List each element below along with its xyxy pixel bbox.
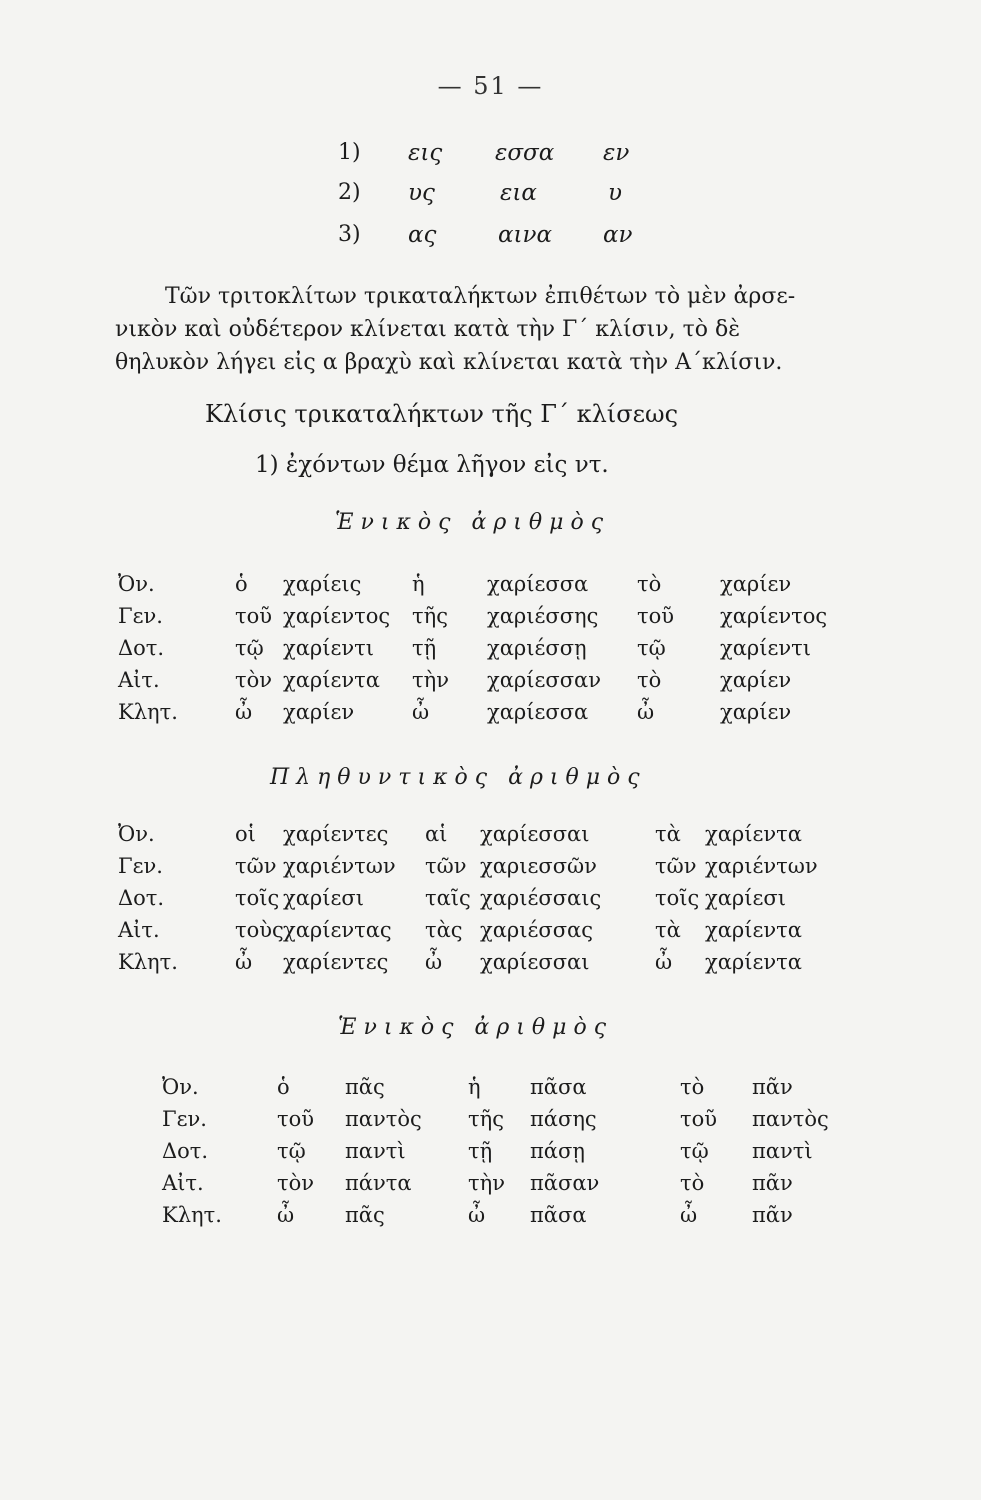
article: ἡ	[412, 572, 425, 596]
case-label: Γεν.	[118, 604, 163, 628]
case-label: Δοτ.	[118, 636, 165, 660]
article: τῶν	[235, 854, 277, 878]
article: τὸ	[680, 1075, 705, 1099]
form: πᾶν	[752, 1203, 793, 1227]
case-label: Δοτ.	[118, 886, 165, 910]
form: χαρίεσι	[283, 886, 364, 910]
form: χαρίεσι	[705, 886, 786, 910]
form: παντὸς	[752, 1107, 829, 1131]
article: τῶν	[425, 854, 467, 878]
ending-masc: ας	[408, 222, 437, 248]
article: τὰ	[655, 918, 681, 942]
form: χαρίεσσα	[487, 572, 589, 596]
paragraph-line: νικὸν καὶ οὐδέτερον κλίνεται κατὰ τὴν Γ΄ κλίσιν, τὸ δὲ	[115, 317, 741, 342]
form: χαριέσσαις	[480, 886, 602, 910]
paragraph-line: θηλυκὸν λήγει εἰς α βραχὺ καὶ κλίνεται κατὰ τὴν Α΄κλίσιν.	[115, 350, 783, 375]
article: τῆς	[468, 1107, 504, 1131]
form: χαριέντων	[705, 854, 818, 878]
article: ὦ	[655, 950, 673, 974]
form: χαριέσσης	[487, 604, 599, 628]
case-label: Αἰτ.	[118, 918, 160, 942]
rule-paragraph	[115, 280, 915, 379]
case-label: Γεν.	[162, 1107, 207, 1131]
form: χαριέσσας	[480, 918, 593, 942]
ending-number: 1)	[338, 140, 361, 165]
form: πάντα	[345, 1171, 412, 1195]
article: τοῦ	[277, 1107, 315, 1131]
form: παντὶ	[752, 1139, 813, 1163]
case-label: Αἰτ.	[118, 668, 160, 692]
article: τὸν	[277, 1171, 315, 1195]
article: τοῦ	[235, 604, 273, 628]
form: χαρίεντες	[283, 950, 389, 974]
form: παντὸς	[345, 1107, 422, 1131]
form: χαριέσσῃ	[487, 636, 587, 660]
article: ὦ	[468, 1203, 486, 1227]
article: τοῦ	[680, 1107, 718, 1131]
ending-neut: αν	[603, 222, 633, 248]
form: χαρίεν	[283, 700, 355, 724]
article: τὴν	[412, 668, 449, 692]
form: χαρίεν	[720, 668, 792, 692]
article: ὁ	[235, 572, 248, 596]
form: χαρίεντες	[283, 822, 389, 846]
form: χαρίεντα	[283, 668, 380, 692]
case-label: Γεν.	[118, 854, 163, 878]
form: χαρίεντι	[720, 636, 811, 660]
form: χαριεσσῶν	[480, 854, 597, 878]
form: χαρίεν	[720, 700, 792, 724]
form: χαρίεντας	[283, 918, 392, 942]
article: τὸ	[637, 668, 662, 692]
form: πᾶσαν	[530, 1171, 600, 1195]
section-subheading: 1) ἐχόντων θέμα λῆγον εἰς ντ.	[255, 452, 609, 478]
ending-masc: εις	[408, 140, 443, 166]
form: χαριέντων	[283, 854, 396, 878]
article: ὦ	[235, 700, 253, 724]
ending-neut: υ	[608, 180, 622, 206]
article: τοῖς	[235, 886, 280, 910]
form: πάσῃ	[530, 1139, 585, 1163]
article: αἱ	[425, 822, 448, 846]
ending-fem: εια	[500, 180, 537, 206]
article: τῶν	[655, 854, 697, 878]
article: τὰ	[655, 822, 681, 846]
article: τῷ	[277, 1139, 306, 1163]
paragraph-line: Τῶν τριτοκλίτων τρικαταλήκτων ἐπιθέτων τὸ μὲν ἀρσε-	[165, 284, 796, 309]
article: ἡ	[468, 1075, 481, 1099]
case-label: Ὀν.	[162, 1075, 199, 1099]
article: τὸ	[637, 572, 662, 596]
case-label: Ὀν.	[118, 822, 155, 846]
form: πᾶν	[752, 1075, 793, 1099]
article: ὁ	[277, 1075, 290, 1099]
form: πᾶσα	[530, 1075, 587, 1099]
ending-neut: εν	[603, 140, 630, 166]
case-label: Αἰτ.	[162, 1171, 204, 1195]
form: χαρίεσσαν	[487, 668, 601, 692]
article: τὴν	[468, 1171, 505, 1195]
form: χαρίεντος	[283, 604, 391, 628]
article: τῆς	[412, 604, 448, 628]
form: χαρίεντα	[705, 918, 802, 942]
article: ταῖς	[425, 886, 471, 910]
form: παντὶ	[345, 1139, 406, 1163]
form: πάσης	[530, 1107, 597, 1131]
form: χαρίεντα	[705, 822, 802, 846]
form: χαρίεσσα	[487, 700, 589, 724]
article: τοῦ	[637, 604, 675, 628]
case-label: Δοτ.	[162, 1139, 209, 1163]
article: τῇ	[468, 1139, 493, 1163]
article: τοὺς	[235, 918, 284, 942]
section-heading: Κλίσις τρικαταλήκτων τῆς Γ΄ κλίσεως	[205, 400, 679, 428]
plural-title: Πληθυντικὸς ἀριθμὸς	[270, 765, 647, 790]
article: τῷ	[637, 636, 666, 660]
article: τὸν	[235, 668, 273, 692]
article: ὦ	[235, 950, 253, 974]
form: χαρίεις	[283, 572, 362, 596]
form: χαρίεντι	[283, 636, 374, 660]
article: τὸ	[680, 1171, 705, 1195]
form: χαρίεσσαι	[480, 822, 590, 846]
form: πᾶς	[345, 1203, 385, 1227]
ending-number: 2)	[338, 180, 361, 205]
article: τὰς	[425, 918, 463, 942]
article: ὦ	[425, 950, 443, 974]
page-number: — 51 —	[437, 72, 544, 100]
case-label: Κλητ.	[162, 1203, 222, 1227]
case-label: Κλητ.	[118, 950, 178, 974]
form: χαρίεσσαι	[480, 950, 590, 974]
form: χαρίεν	[720, 572, 792, 596]
article: ὦ	[637, 700, 655, 724]
form: χαρίεντος	[720, 604, 828, 628]
article: ὦ	[680, 1203, 698, 1227]
singular-title: Ἑνικὸς ἀριθμὸς	[335, 510, 611, 535]
case-label: Κλητ.	[118, 700, 178, 724]
article: τῷ	[680, 1139, 709, 1163]
ending-fem: αινα	[498, 222, 553, 248]
ending-fem: εσσα	[495, 140, 555, 166]
form: χαρίεντα	[705, 950, 802, 974]
form: πᾶν	[752, 1171, 793, 1195]
article: τῇ	[412, 636, 437, 660]
article: τῷ	[235, 636, 264, 660]
form: πᾶς	[345, 1075, 385, 1099]
pas-singular-title: Ἑνικὸς ἀριθμὸς	[338, 1015, 614, 1040]
ending-masc: υς	[408, 180, 435, 206]
article: ὦ	[277, 1203, 295, 1227]
article: τοῖς	[655, 886, 700, 910]
article: οἱ	[235, 822, 256, 846]
ending-number: 3)	[338, 222, 361, 247]
case-label: Ὀν.	[118, 572, 155, 596]
form: πᾶσα	[530, 1203, 587, 1227]
article: ὦ	[412, 700, 430, 724]
